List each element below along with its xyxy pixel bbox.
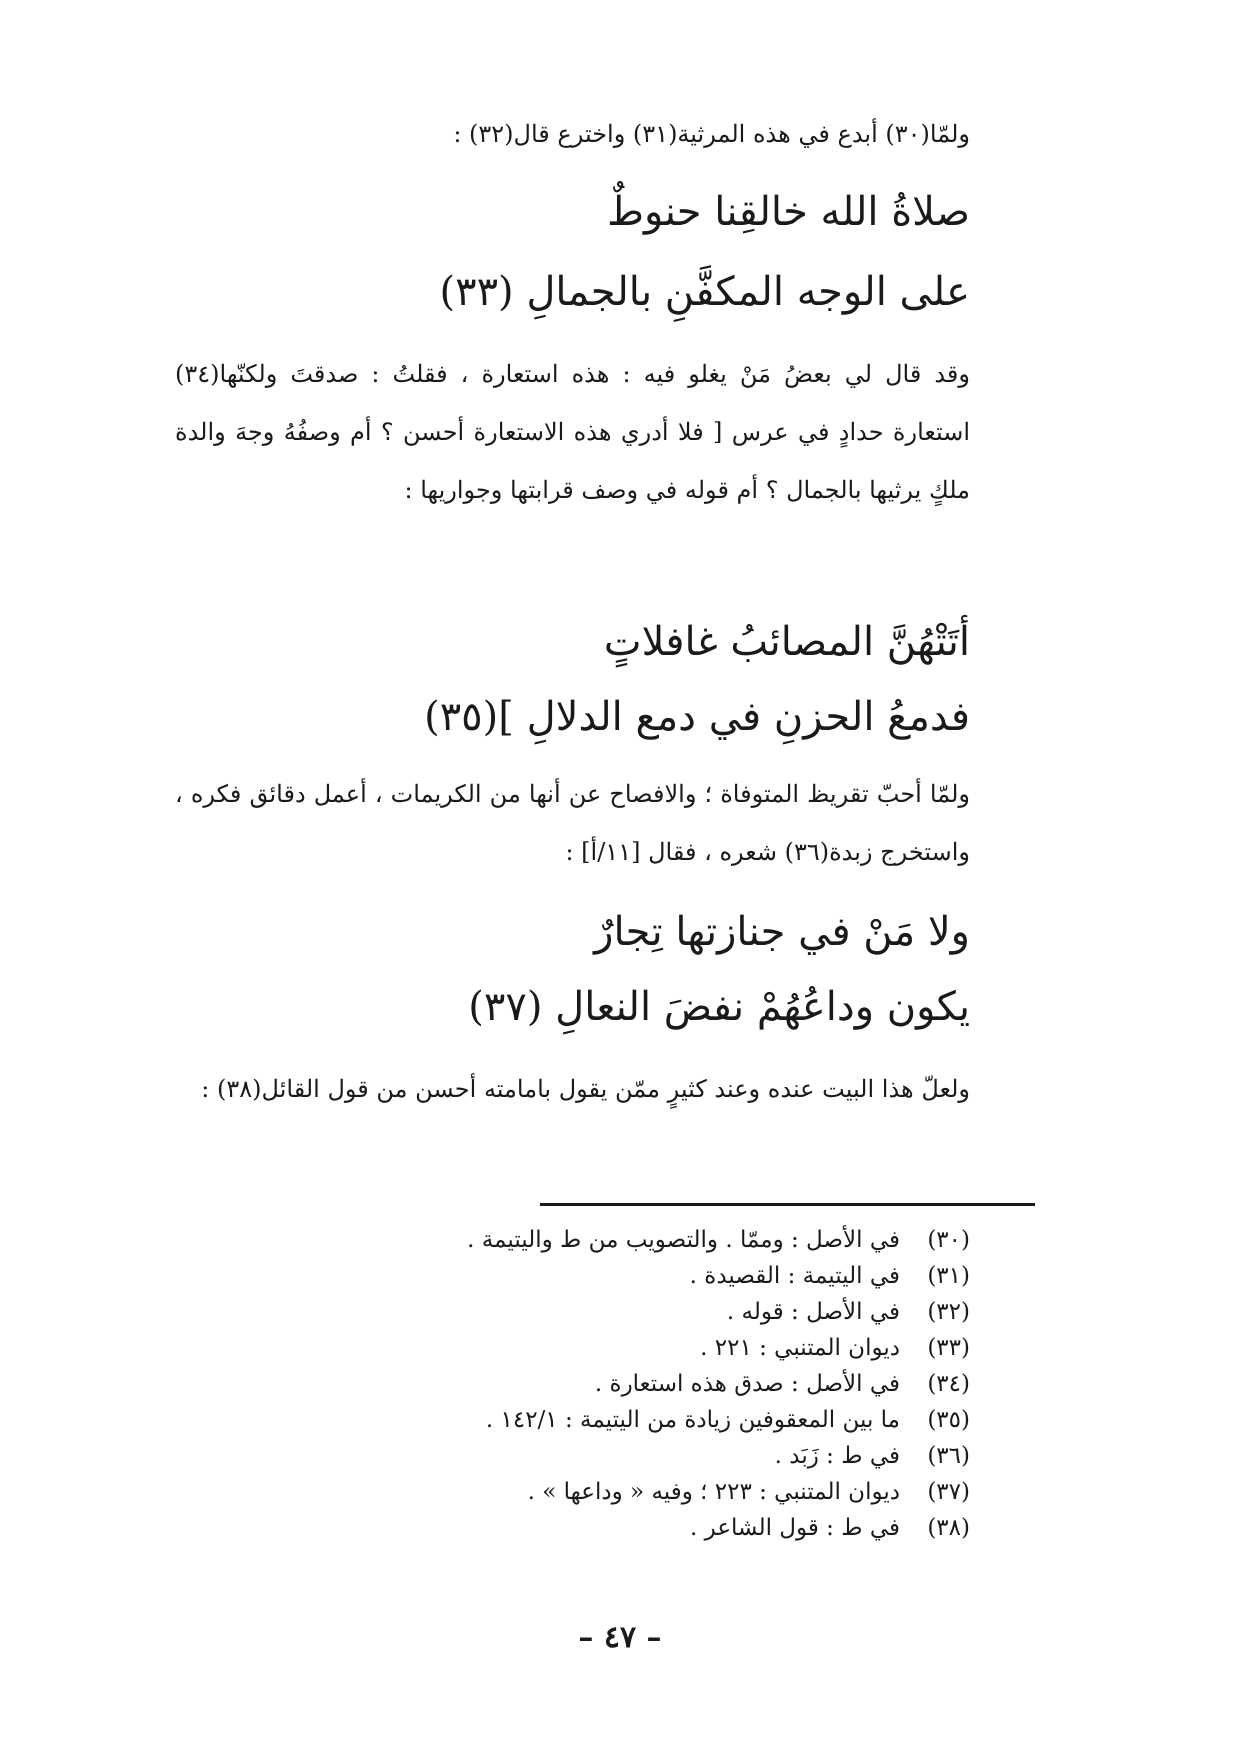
footnote: (٣٧) ديوان المتنبي : ٢٢٣ ؛ وفيه « وداعها » . — [527, 1479, 970, 1505]
verse-1-hemistich-2: على الوجه المكفَّنِ بالجمالِ (٣٣) — [439, 269, 970, 315]
verse-2-hemistich-2: فدمعُ الحزنِ في دمع الدلالِ ](٣٥) — [424, 694, 970, 740]
footnote: (٣٦) في ط : زَبَد . — [774, 1443, 970, 1469]
footnote: (٣٨) في ط : قول الشاعر . — [690, 1515, 970, 1541]
footnote: (٣٣) ديوان المتنبي : ٢٢١ . — [700, 1335, 970, 1361]
paragraph-2: وقد قال لي بعضُ مَنْ يغلو فيه : هذه استعارة ، فقلتُ : صدقتَ ولكنّها(٣٤) استعارة حدادٍ في عرس [ فلا أدري هذه الاستعارة أحسن ؟ أم وصفُهُ وجهَ والدة ملكٍ يرثيها بالجمال ؟ أم قوله في وصف قرابتها وجواريها : — [175, 360, 970, 504]
verse-1-hemistich-1: صلاةُ الله خالقِنا حنوطٌ — [607, 189, 970, 235]
footnote: (٣٥) ما بين المعقوفين زيادة من اليتيمة : ١٤٢/١ . — [485, 1407, 970, 1433]
paragraph-1: ولمّا(٣٠) أبدع في هذه المرثية(٣١) واخترع قال(٣٢) : — [453, 120, 970, 148]
paragraph-4: ولعلّ هذا البيت عنده وعند كثيرٍ ممّن يقول بامامته أحسن من قول القائل(٣٨) : — [201, 1075, 970, 1103]
page-number: – ٤٧ – — [578, 1620, 662, 1655]
verse-3-hemistich-1: ولا مَنْ في جنازتها تِجارٌ — [594, 909, 970, 955]
footnote: (٣٤) في الأصل : صدق هذه استعارة . — [594, 1371, 970, 1397]
footnote: (٣٢) في الأصل : قوله . — [726, 1299, 970, 1325]
footnotes — [200, 1222, 970, 1546]
paragraph-3: ولمّا أحبّ تقريظ المتوفاة ؛ والافصاح عن أنها من الكريمات ، أعمل دقائق فكره ، واستخرج زبدة(٣٦) شعره ، فقال [١١/أ] : — [175, 780, 970, 866]
verse-3-hemistich-2: يكون وداعُهُمْ نفضَ النعالِ (٣٧) — [468, 984, 970, 1030]
footnote-divider — [540, 1203, 1035, 1206]
footnote: (٣٠) في الأصل : وممّا . والتصويب من ط واليتيمة . — [467, 1227, 970, 1253]
footnote: (٣١) في اليتيمة : القصيدة . — [689, 1263, 970, 1289]
verse-2-hemistich-1: أتَتْهُنَّ المصائبُ غافلاتٍ — [603, 619, 970, 665]
